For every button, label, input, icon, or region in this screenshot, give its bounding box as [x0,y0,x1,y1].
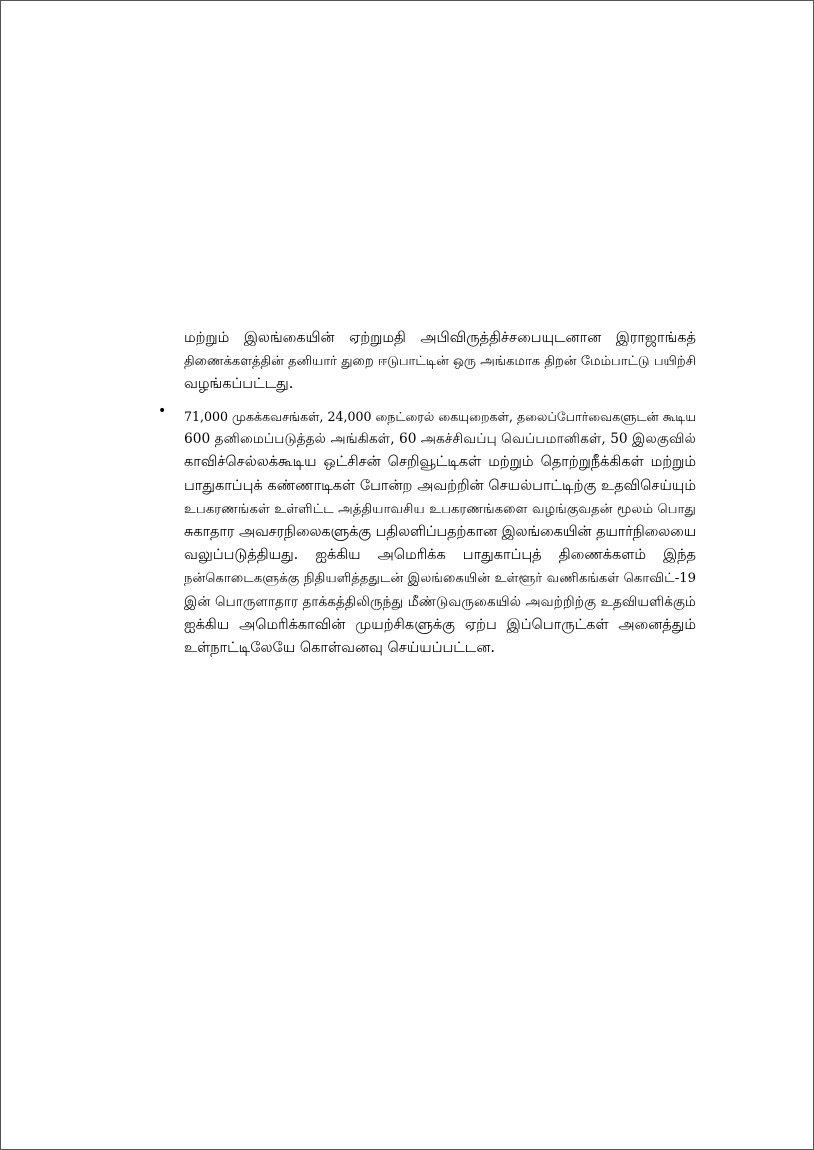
bullet-list-item [184,405,696,660]
text-line: சுகாதார அவசரநிலைகளுக்கு பதிலளிப்பதற்கான இலங்கையின் தயார்நிலையை [184,524,696,541]
text-line: ஐக்கிய அமெரிக்காவின் முயற்சிகளுக்கு ஏற்ப இப்பொருட்கள் அனைத்தும் [184,616,696,633]
text-line: மற்றும் இலங்கையின் ஏற்றுமதி அபிவிருத்திச்சபையுடனான இராஜாங்கத் [184,330,696,346]
text-line: 600 தனிமைப்படுத்தல் அங்கிகள், 60 அகச்சிவப்பு வெப்பமானிகள், 50 இலகுவில் [184,431,696,448]
text-line: இன் பொருளாதார தாக்கத்திலிருந்து மீண்டுவருகையில் அவற்றிற்கு உதவியளிக்கும் [184,593,696,610]
text-line: உள்நாட்டிலேயே கொள்வனவு செய்யப்பட்டன. [184,640,496,657]
text-line: வலுப்படுத்தியது. ஐக்கிய அமெரிக்க பாதுகாப்புத் திணைக்களம் இந்த [184,547,696,564]
bullet-marker-icon: • [158,403,167,419]
text-line: வழங்கப்பட்டது. [184,376,294,392]
text-line: திணைக்களத்தின் தனியார் துறை ஈடுபாட்டின் ஒரு அங்கமாக திறன் மேம்பாட்டு பயிற்சி [184,354,696,369]
text-line: காவிச்செல்லக்கூடிய ஒட்சிசன் செறிவூட்டிகள் மற்றும் தொற்றுநீக்கிகள் மற்றும் [184,454,696,471]
text-line: நன்கொடைகளுக்கு நிதியளித்ததுடன் இலங்கையின் உள்ளூர் வணிகங்கள் கொவிட்-19 [184,571,696,587]
text-line: பாதுகாப்புக் கண்ணாடிகள் போன்ற அவற்றின் செயல்பாட்டிற்கு உதவிசெய்யும் [184,477,696,494]
text-line: உபகரணங்கள் உள்ளிட்ட அத்தியாவசிய உபகரணங்களை வழங்குவதன் மூலம் பொது [184,501,696,517]
text-line: 71,000 முகக்கவசங்கள், 24,000 நைட்ரைல் கையுறைகள், தலைப்போர்வைகளுடன் கூடிய [184,409,697,424]
paragraph-continuation [184,327,696,396]
